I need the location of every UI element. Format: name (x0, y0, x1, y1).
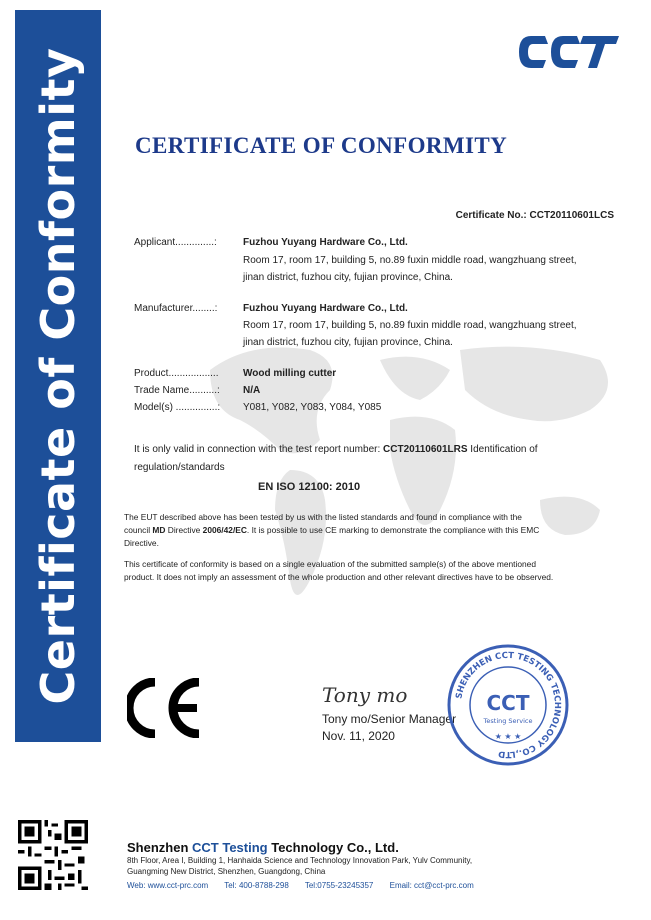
applicant-name: Fuzhou Yuyang Hardware Co., Ltd. (243, 237, 408, 248)
eut-directive-number: 2006/42/EC (202, 525, 247, 535)
eut-line3: Directive. (124, 538, 159, 548)
validity-post: Identification of (467, 444, 538, 455)
manufacturer-label: Manufacturer........: (134, 303, 218, 314)
ce-mark-icon (127, 678, 207, 738)
basis-line2: product. It does not imply an assessment of the whole production and other relevant directives have to be observed. (124, 572, 554, 582)
certificate-title: CERTIFICATE OF CONFORMITY (135, 133, 508, 158)
eut-line2 (124, 525, 539, 536)
world-map-watermark (190, 330, 640, 660)
validity-line1 (134, 444, 538, 455)
applicant-label: Applicant..............: (134, 237, 217, 248)
standard: EN ISO 12100: 2010 (258, 481, 361, 493)
eut-line2-pre: council (124, 525, 153, 535)
handwritten-signature (320, 680, 430, 710)
svg-text:CCT: CCT (486, 691, 530, 715)
eut-line2-post: . It is possible to use CE marking to demonstrate the compliance with this EMC (246, 525, 540, 535)
applicant-address-line2: jinan district, fuzhou city, fujian province, China. (243, 272, 453, 283)
cct-logo (517, 30, 621, 74)
company-stamp (446, 643, 570, 767)
models-value: Y081, Y082, Y083, Y084, Y085 (243, 402, 382, 413)
manufacturer-address-line2: jinan district, fuzhou city, fujian province, China. (243, 337, 453, 348)
svg-text:SHENZHEN CCT TESTING TECHNOLOG: SHENZHEN CCT TESTING TECHNOLOGY CO.,LTD (454, 650, 563, 760)
footer-email: Email: cct@cct-prc.com (389, 881, 474, 890)
manufacturer-address-line1: Room 17, room 17, building 5, no.89 fuxin middle road, wangzhuang street, (243, 320, 577, 331)
validity-line2: regulation/standards (134, 462, 225, 473)
models-label: Model(s) ...............: (134, 402, 221, 413)
manufacturer-name: Fuzhou Yuyang Hardware Co., Ltd. (243, 303, 408, 314)
signatory-name-title: Tony mo/Senior Manager (322, 712, 457, 726)
footer-address-line2: Guangming New District, Shenzhen, Guangdong, China (127, 867, 326, 876)
side-banner-text: Certificate of Conformity (31, 47, 85, 705)
svg-text:Tony mo: Tony mo (322, 683, 408, 707)
footer-tel2: Tel:0755-23245357 (304, 881, 374, 890)
company-name-post: Technology Co., Ltd. (267, 840, 399, 855)
eut-line1: The EUT described above has been tested by us with the listed standards and found in compliance with the (124, 512, 522, 522)
footer-contact (127, 881, 488, 890)
basis-line1: This certificate of conformity is based on a single evaluation of the submitted sample(s) of the above mentioned (124, 559, 536, 569)
eut-line2-mid: Directive (165, 525, 203, 535)
applicant-address-line1: Room 17, room 17, building 5, no.89 fuxin middle road, wangzhuang street, (243, 255, 577, 266)
footer-web: Web: www.cct-prc.com (127, 881, 209, 890)
company-name-pre: Shenzhen (127, 840, 193, 855)
signature-date: Nov. 11, 2020 (322, 729, 395, 743)
footer-address-line1: 8th Floor, Area I, Building 1, Hanhaida Science and Technology Innovation Park, Yulv Community, (127, 856, 473, 865)
footer-tel1: Tel: 400-8788-298 (224, 881, 289, 890)
eut-directive-md: MD (152, 525, 166, 535)
footer-company-name (127, 840, 399, 855)
validity-pre: It is only valid in connection with the test report number: (134, 444, 384, 455)
trade-name-value: N/A (243, 385, 261, 396)
company-name-highlight: CCT Testing (192, 840, 268, 855)
svg-text:Testing Service: Testing Service (483, 717, 533, 725)
test-report-number: CCT20110601LRS (383, 444, 468, 455)
certificate-number: Certificate No.: CCT20110601LCS (455, 210, 614, 221)
trade-name-label: Trade Name..........: (134, 385, 220, 396)
qr-code (18, 820, 88, 890)
product-value: Wood milling cutter (243, 368, 337, 379)
product-label: Product.................. (134, 368, 219, 379)
svg-text:★ ★ ★: ★ ★ ★ (494, 732, 522, 741)
